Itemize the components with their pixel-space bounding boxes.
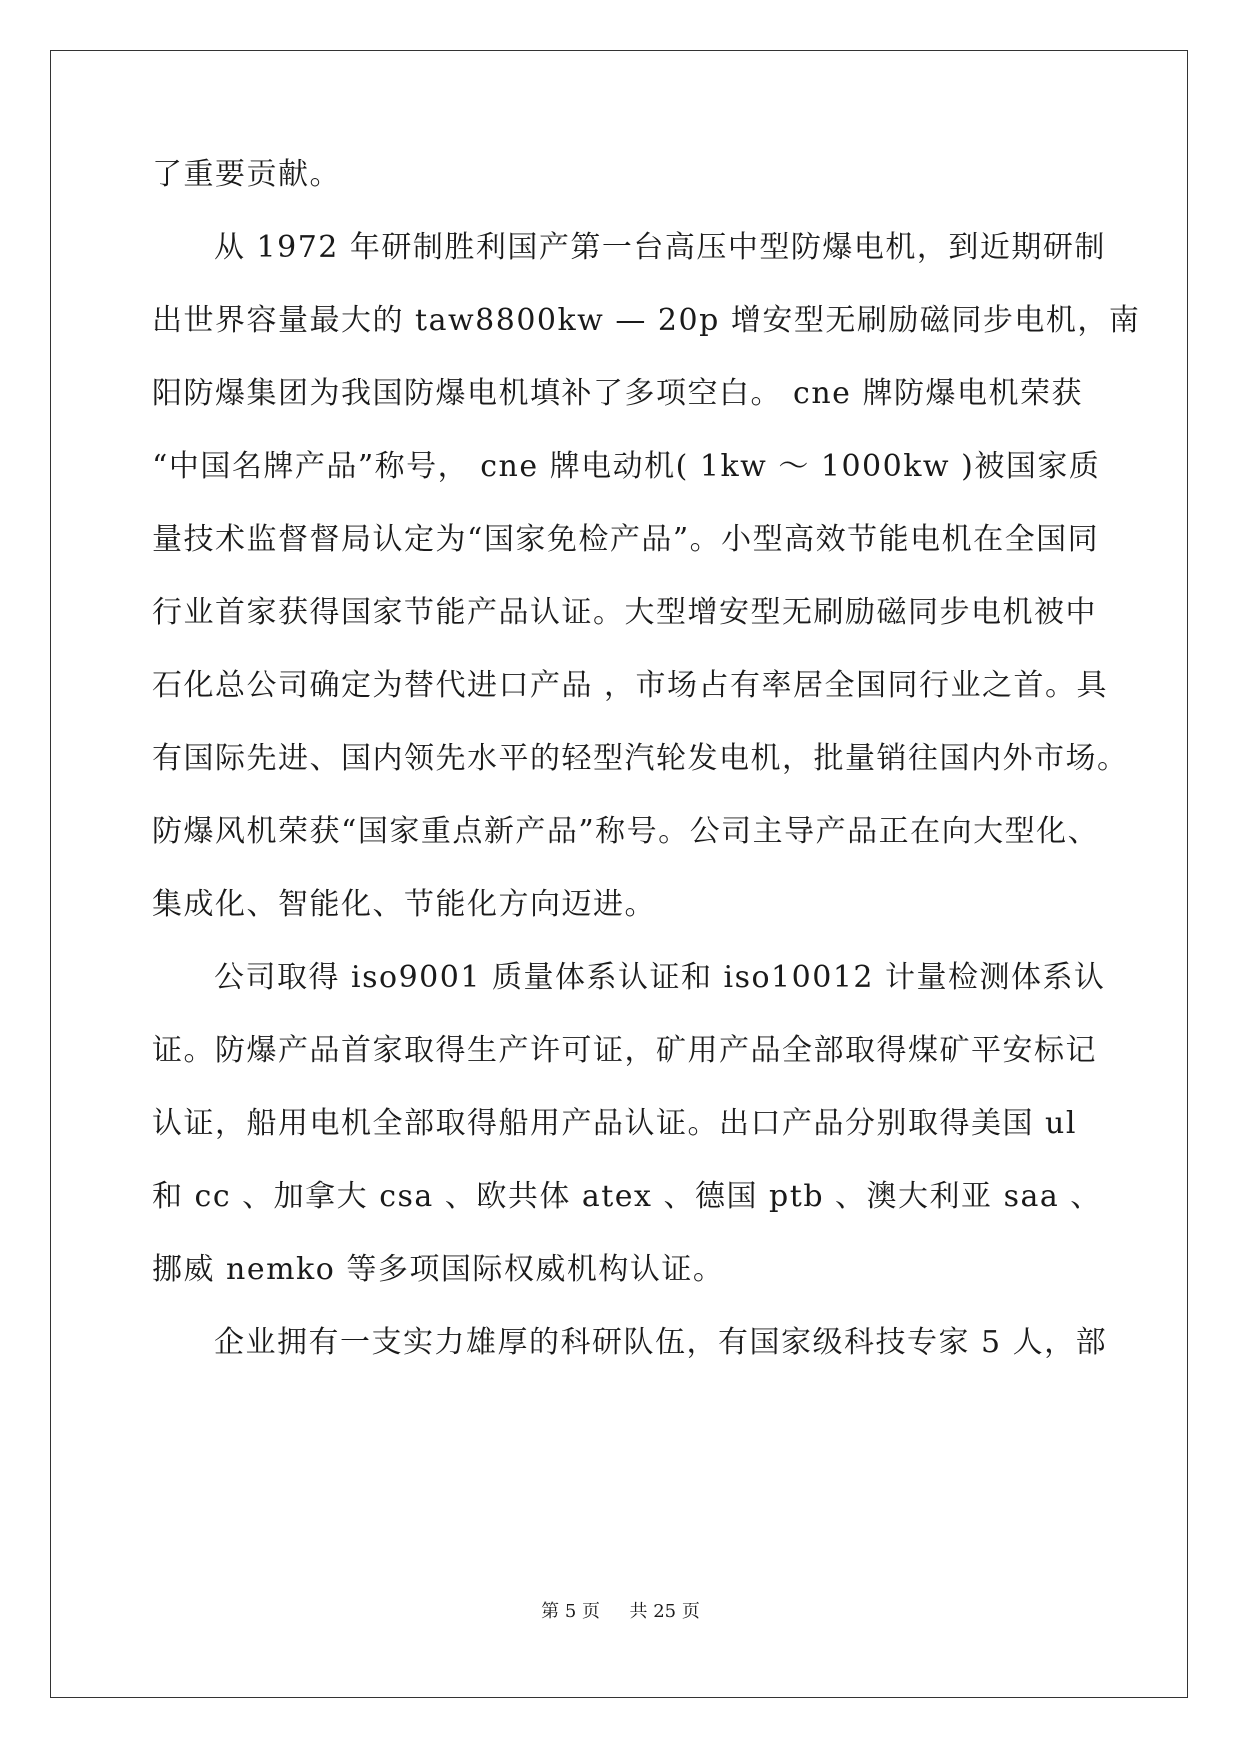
text-line: 企业拥有一支实力雄厚的科研队伍，有国家级科技专家 5 人，部 xyxy=(214,1325,1108,1360)
text-line: “中国名牌产品”称号， cne 牌电动机( 1kw ～ 1000kw )被国家质 xyxy=(152,449,1101,484)
text-line: 量技术监督督局认定为“国家免检产品”。小型高效节能电机在全国同 xyxy=(152,522,1100,557)
text-line: 了重要贡献。 xyxy=(152,157,341,192)
text-line: 公司取得 iso9001 质量体系认证和 iso10012 计量检测体系认 xyxy=(214,960,1106,995)
text-line: 石化总公司确定为替代进口产品 ，市场占有率居全国同行业之首。具 xyxy=(152,668,1109,703)
text-line: 有国际先进、国内领先水平的轻型汽轮发电机，批量销往国内外市场。 xyxy=(152,741,1129,776)
text-line: 从 1972 年研制胜利国产第一台高压中型防爆电机，到近期研制 xyxy=(214,230,1106,265)
page-footer xyxy=(0,1600,1241,1624)
text-line: 证。防爆产品首家取得生产许可证，矿用产品全部取得煤矿平安标记 xyxy=(152,1033,1097,1068)
text-line: 和 cc 、加拿大 csa 、欧共体 atex 、德国 ptb 、澳大利亚 saa 、 xyxy=(152,1179,1102,1214)
page-number: 第 5 页 xyxy=(541,1601,601,1622)
text-line: 行业首家获得国家节能产品认证。大型增安型无刷励磁同步电机被中 xyxy=(152,595,1097,630)
page-border xyxy=(50,50,1188,1698)
total-pages: 共 25 页 xyxy=(629,1601,700,1622)
text-line: 阳防爆集团为我国防爆电机填补了多项空白。 cne 牌防爆电机荣获 xyxy=(152,376,1083,411)
text-line: 挪威 nemko 等多项国际权威机构认证。 xyxy=(152,1252,725,1287)
text-line: 防爆风机荣获“国家重点新产品”称号。公司主导产品正在向大型化、 xyxy=(152,814,1100,849)
text-line: 集成化、智能化、节能化方向迈进。 xyxy=(152,887,656,922)
text-line: 出世界容量最大的 taw8800kw — 20p 增安型无刷励磁同步电机，南 xyxy=(152,303,1141,338)
text-line: 认证，船用电机全部取得船用产品认证。出口产品分别取得美国 ul xyxy=(152,1106,1077,1141)
